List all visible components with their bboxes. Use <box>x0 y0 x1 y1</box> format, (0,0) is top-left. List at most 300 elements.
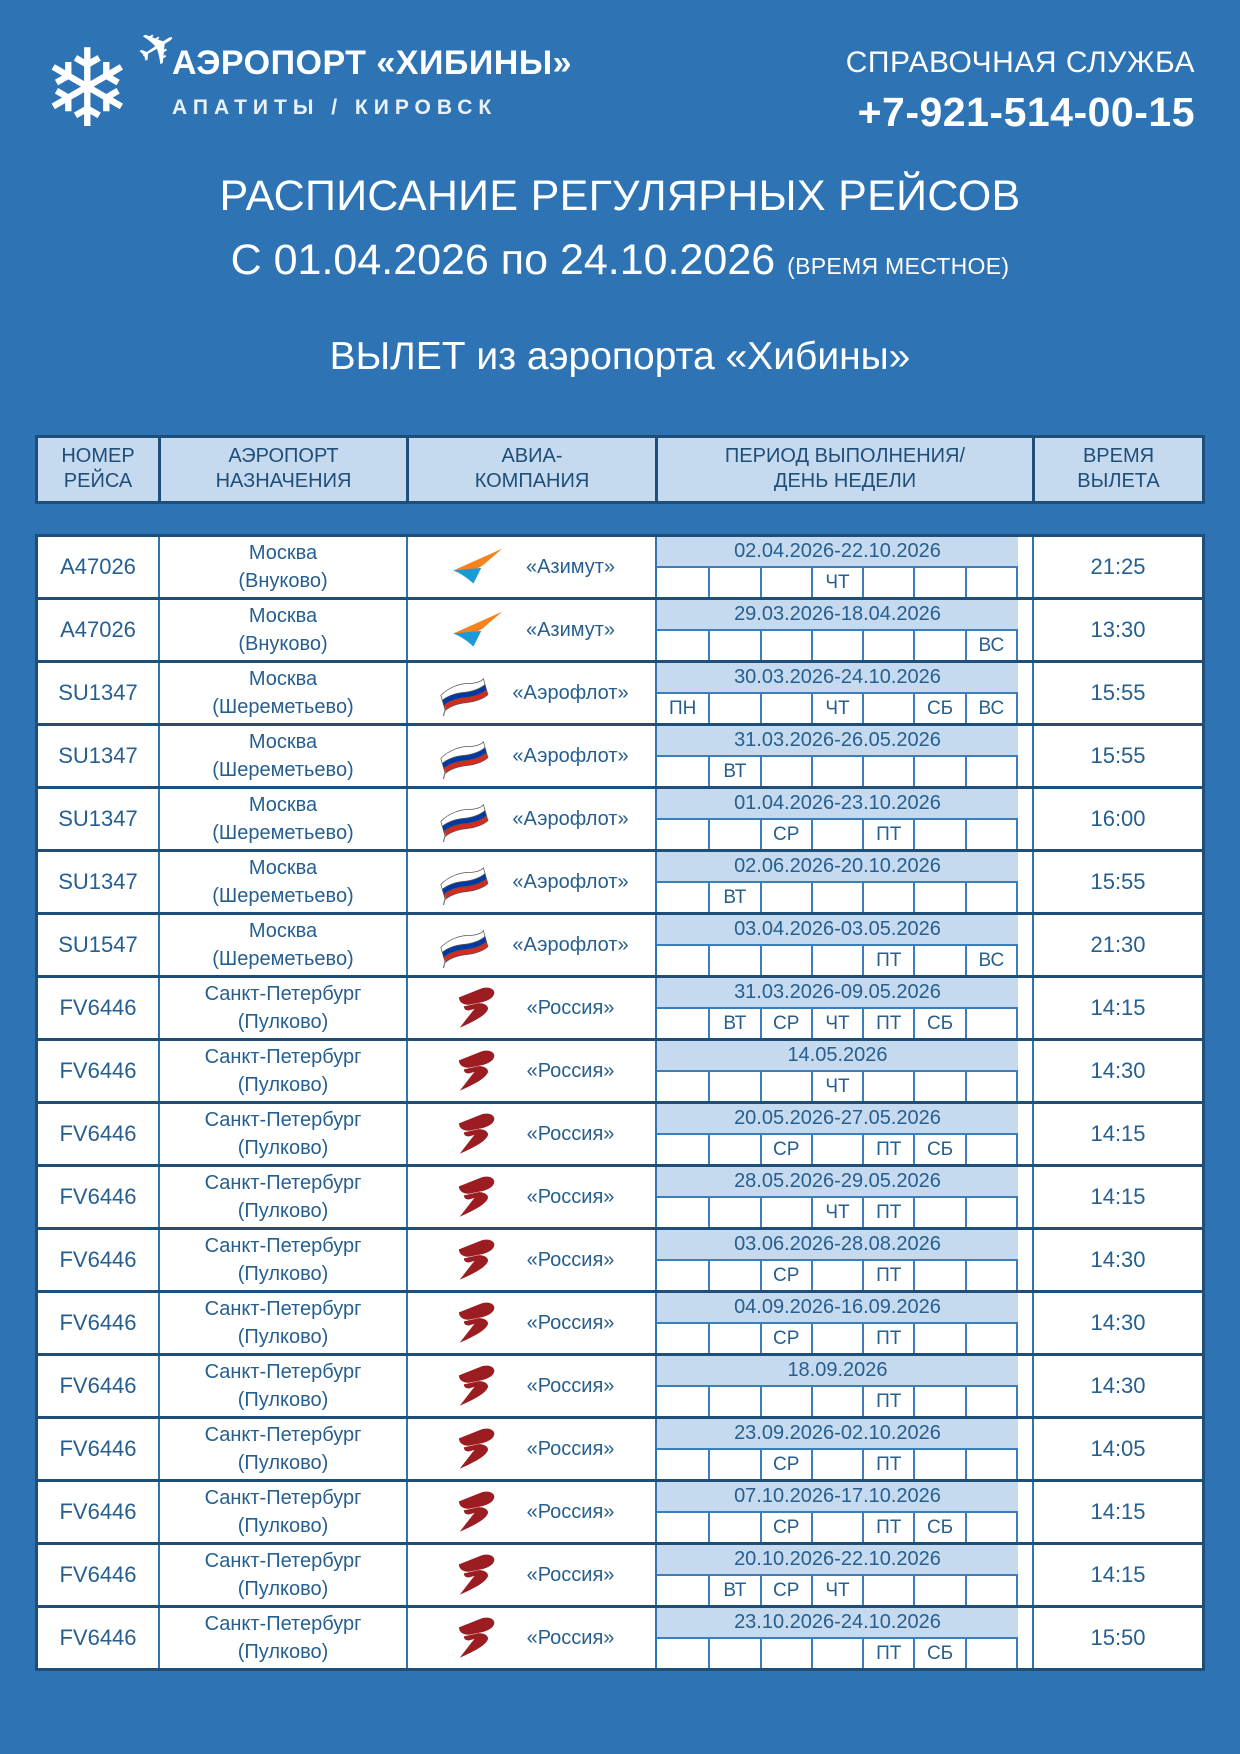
flight-row <box>38 1542 1202 1605</box>
destination-cell <box>158 1104 406 1164</box>
destination-city: Санкт-Петербург <box>204 1172 362 1194</box>
weekday-cell-СБ: СБ <box>913 1513 964 1542</box>
destination-cell <box>158 1482 406 1542</box>
weekday-cell-empty <box>913 883 964 912</box>
weekday-cell-empty <box>862 568 913 597</box>
weekday-cell-СБ: СБ <box>913 1135 964 1164</box>
weekday-cell-empty <box>760 631 811 660</box>
period-inner <box>657 978 1018 1038</box>
destination-city: Санкт-Петербург <box>204 1361 362 1383</box>
weekday-grid <box>657 1450 1018 1479</box>
destination-city: Москва <box>248 605 318 627</box>
destination-city: Санкт-Петербург <box>204 1487 362 1509</box>
period-cell <box>655 1545 1032 1605</box>
airline-name: «Аэрофлот» <box>512 870 629 893</box>
flight-number: FV6446 <box>59 1310 137 1335</box>
weekday-cell-ВТ: ВТ <box>708 883 759 912</box>
column-header-line: АЭРОПОРТ <box>228 445 339 467</box>
weekday-cell-empty <box>657 1009 708 1038</box>
period-dates: 18.09.2026 <box>657 1356 1018 1387</box>
weekday-grid <box>657 1639 1018 1668</box>
rossiya-logo-icon <box>449 1300 505 1346</box>
destination-cell <box>158 978 406 1038</box>
airline-cell <box>406 1608 655 1668</box>
aeroflot-logo-icon <box>434 859 490 905</box>
rossiya-logo-icon <box>449 1174 505 1220</box>
period-right-pad <box>1018 726 1032 786</box>
period-cell <box>655 978 1032 1038</box>
azimut-logo-icon <box>448 607 504 653</box>
table-header-gap <box>35 504 1205 534</box>
weekday-grid <box>657 1387 1018 1416</box>
period-right-pad <box>1018 852 1032 912</box>
brand-text <box>172 26 572 120</box>
period-right-pad <box>1018 915 1032 975</box>
weekday-cell-empty <box>708 1513 759 1542</box>
destination-city: Санкт-Петербург <box>204 1550 362 1572</box>
period-right-pad <box>1018 600 1032 660</box>
weekday-cell-empty <box>657 1576 708 1605</box>
destination-city: Москва <box>248 668 318 690</box>
weekday-cell-ВТ: ВТ <box>708 757 759 786</box>
destination-airport: (Внуково) <box>238 633 328 655</box>
weekday-cell-СР: СР <box>760 1135 811 1164</box>
rossiya-logo-icon <box>449 985 505 1031</box>
weekday-grid <box>657 757 1018 786</box>
weekday-cell-empty <box>708 1261 759 1290</box>
weekday-cell-empty <box>811 1324 862 1353</box>
weekday-cell-empty <box>862 694 913 723</box>
period-cell <box>655 852 1032 912</box>
airline-cell <box>406 1356 655 1416</box>
flight-row <box>38 975 1202 1038</box>
flight-row <box>38 1227 1202 1290</box>
airline-cell <box>406 1230 655 1290</box>
departure-time: 14:30 <box>1032 1230 1202 1290</box>
destination-airport: (Пулково) <box>237 1137 329 1159</box>
weekday-cell-ПТ: ПТ <box>862 1387 913 1416</box>
weekday-cell-empty <box>913 757 964 786</box>
departure-time: 21:25 <box>1032 537 1202 597</box>
weekday-cell-empty <box>965 1387 1016 1416</box>
period-dates: 29.03.2026-18.04.2026 <box>657 600 1018 631</box>
weekday-cell-empty <box>708 568 759 597</box>
flight-row <box>38 1164 1202 1227</box>
column-header-line: ПЕРИОД ВЫПОЛНЕНИЯ/ <box>724 445 966 467</box>
airline-cell <box>406 1419 655 1479</box>
weekday-cell-СБ: СБ <box>913 1639 964 1668</box>
weekday-cell-СР: СР <box>760 1513 811 1542</box>
weekday-cell-СР: СР <box>760 1324 811 1353</box>
destination-airport: (Пулково) <box>237 1389 329 1411</box>
weekday-cell-empty <box>965 757 1016 786</box>
destination-cell <box>158 1167 406 1227</box>
destination-city: Санкт-Петербург <box>204 983 362 1005</box>
period-inner <box>657 1230 1018 1290</box>
airline-cell <box>406 1104 655 1164</box>
weekday-cell-empty <box>862 1576 913 1605</box>
destination-city: Санкт-Петербург <box>204 1046 362 1068</box>
weekday-cell-empty <box>657 1387 708 1416</box>
weekday-cell-empty <box>913 1324 964 1353</box>
departures-section-title: ВЫЛЕТ из аэропорта «Хибины» <box>329 335 911 378</box>
period-right-pad <box>1018 537 1032 597</box>
destination-city: Москва <box>248 542 318 564</box>
weekday-cell-empty <box>811 820 862 849</box>
destination-cell <box>158 915 406 975</box>
airline-name: «Аэрофлот» <box>512 933 629 956</box>
weekday-grid <box>657 1576 1018 1605</box>
rossiya-logo-icon <box>449 1489 505 1535</box>
weekday-cell-empty <box>760 1198 811 1227</box>
period-cell <box>655 1230 1032 1290</box>
flight-number: SU1347 <box>58 743 138 768</box>
weekday-cell-empty <box>965 1009 1016 1038</box>
weekday-cell-СР: СР <box>760 1261 811 1290</box>
weekday-grid <box>657 1009 1018 1038</box>
period-inner <box>657 1041 1018 1101</box>
weekday-cell-empty <box>965 1072 1016 1101</box>
period-right-pad <box>1018 1104 1032 1164</box>
destination-airport: (Пулково) <box>237 1578 329 1600</box>
weekday-cell-ЧТ: ЧТ <box>811 568 862 597</box>
period-right-pad <box>1018 1608 1032 1668</box>
flight-number: SU1347 <box>58 680 138 705</box>
destination-cell <box>158 1608 406 1668</box>
weekday-cell-empty <box>657 946 708 975</box>
departure-time: 14:15 <box>1032 1545 1202 1605</box>
rossiya-logo-icon <box>449 1111 505 1157</box>
destination-airport: (Пулково) <box>237 1074 329 1096</box>
flight-row <box>38 597 1202 660</box>
destination-city: Санкт-Петербург <box>204 1613 362 1635</box>
flight-row <box>38 1416 1202 1479</box>
weekday-cell-empty <box>965 1450 1016 1479</box>
flight-number: FV6446 <box>59 1247 137 1272</box>
period-cell <box>655 1167 1032 1227</box>
rossiya-logo-icon <box>449 1426 505 1472</box>
period-inner <box>657 1419 1018 1479</box>
weekday-cell-СР: СР <box>760 1576 811 1605</box>
weekday-cell-empty <box>760 1072 811 1101</box>
period-inner <box>657 726 1018 786</box>
weekday-cell-empty <box>862 883 913 912</box>
weekday-cell-empty <box>657 568 708 597</box>
period-dates: 23.09.2026-02.10.2026 <box>657 1419 1018 1450</box>
weekday-cell-empty <box>657 883 708 912</box>
weekday-cell-empty <box>657 1513 708 1542</box>
column-header-line: АВИА- <box>501 445 563 467</box>
weekday-grid <box>657 631 1018 660</box>
flight-row <box>38 723 1202 786</box>
period-inner <box>657 915 1018 975</box>
airline-name: «Россия» <box>526 1248 615 1271</box>
rossiya-logo-icon <box>449 1363 505 1409</box>
weekday-cell-empty <box>913 568 964 597</box>
weekday-cell-empty <box>811 1450 862 1479</box>
weekday-cell-empty <box>657 1135 708 1164</box>
weekday-cell-empty <box>760 946 811 975</box>
weekday-cell-empty <box>811 1135 862 1164</box>
airline-name: «Азимут» <box>525 618 616 641</box>
airport-logo <box>42 13 573 152</box>
flight-number: FV6446 <box>59 995 137 1020</box>
weekday-cell-empty <box>708 1387 759 1416</box>
period-right-pad <box>1018 1041 1032 1101</box>
airline-cell <box>406 1167 655 1227</box>
flight-number: FV6446 <box>59 1184 137 1209</box>
weekday-cell-СР: СР <box>760 820 811 849</box>
period-inner <box>657 1104 1018 1164</box>
period-dates: 23.10.2026-24.10.2026 <box>657 1608 1018 1639</box>
weekday-cell-empty <box>657 1198 708 1227</box>
departure-time: 15:55 <box>1032 726 1202 786</box>
column-header-period <box>655 438 1032 501</box>
destination-airport: (Пулково) <box>237 1200 329 1222</box>
departure-time: 14:15 <box>1032 978 1202 1038</box>
period-dates: 20.05.2026-27.05.2026 <box>657 1104 1018 1135</box>
destination-cell <box>158 1419 406 1479</box>
weekday-cell-ЧТ: ЧТ <box>811 1009 862 1038</box>
weekday-grid <box>657 1072 1018 1101</box>
destination-airport: (Пулково) <box>237 1515 329 1537</box>
weekday-cell-empty <box>657 1324 708 1353</box>
weekday-cell-ВС: ВС <box>965 694 1016 723</box>
weekday-cell-empty <box>708 694 759 723</box>
weekday-cell-ЧТ: ЧТ <box>811 1072 862 1101</box>
airline-name: «Россия» <box>526 1311 615 1334</box>
destination-city: Москва <box>248 857 318 879</box>
period-dates: 31.03.2026-09.05.2026 <box>657 978 1018 1009</box>
weekday-grid <box>657 1261 1018 1290</box>
weekday-cell-empty <box>657 1450 708 1479</box>
weekday-cell-empty <box>760 883 811 912</box>
period-dates: 03.06.2026-28.08.2026 <box>657 1230 1018 1261</box>
weekday-cell-ПТ: ПТ <box>862 946 913 975</box>
weekday-cell-empty <box>965 1198 1016 1227</box>
destination-airport: (Шереметьево) <box>212 948 354 970</box>
weekday-cell-empty <box>862 631 913 660</box>
table-body <box>35 534 1205 1671</box>
departure-time: 14:15 <box>1032 1482 1202 1542</box>
weekday-cell-empty <box>760 757 811 786</box>
destination-cell <box>158 1545 406 1605</box>
airline-cell <box>406 1545 655 1605</box>
flight-row <box>38 1353 1202 1416</box>
airline-name: «Аэрофлот» <box>512 681 629 704</box>
schedule-table <box>35 435 1205 1671</box>
weekday-cell-empty <box>913 946 964 975</box>
period-dates: 14.05.2026 <box>657 1041 1018 1072</box>
rossiya-logo-icon <box>449 1048 505 1094</box>
flight-number: FV6446 <box>59 1436 137 1461</box>
departure-time: 21:30 <box>1032 915 1202 975</box>
airline-name: «Россия» <box>526 1185 615 1208</box>
weekday-cell-ПТ: ПТ <box>862 1261 913 1290</box>
weekday-cell-empty <box>913 1072 964 1101</box>
weekday-cell-empty <box>862 1072 913 1101</box>
departure-time: 15:50 <box>1032 1608 1202 1668</box>
weekday-grid <box>657 1135 1018 1164</box>
column-header-line: ДЕНЬ НЕДЕЛИ <box>773 470 917 492</box>
weekday-cell-empty <box>913 1450 964 1479</box>
weekday-cell-empty <box>657 820 708 849</box>
column-header-flight-number <box>38 438 158 501</box>
period-right-pad <box>1018 1293 1032 1353</box>
column-header-line: НАЗНАЧЕНИЯ <box>215 470 352 492</box>
period-cell <box>655 789 1032 849</box>
destination-cell <box>158 600 406 660</box>
weekday-cell-empty <box>657 1072 708 1101</box>
departure-time: 14:30 <box>1032 1041 1202 1101</box>
weekday-grid <box>657 1513 1018 1542</box>
schedule-title-line2 <box>0 236 1240 285</box>
airline-name: «Россия» <box>526 1122 615 1145</box>
airline-name: «Россия» <box>526 1374 615 1397</box>
destination-airport: (Пулково) <box>237 1263 329 1285</box>
info-service-phone: +7-921-514-00-15 <box>857 89 1195 135</box>
column-header-line: ВЫЛЕТА <box>1077 470 1160 492</box>
weekday-cell-empty <box>965 1324 1016 1353</box>
airline-cell <box>406 978 655 1038</box>
column-header-airline <box>406 438 655 501</box>
weekday-cell-ПТ: ПТ <box>862 1513 913 1542</box>
destination-airport: (Пулково) <box>237 1011 329 1033</box>
weekday-grid <box>657 820 1018 849</box>
period-cell <box>655 726 1032 786</box>
period-inner <box>657 1608 1018 1668</box>
weekday-cell-empty <box>708 946 759 975</box>
flight-row <box>38 786 1202 849</box>
period-inner <box>657 1545 1018 1605</box>
weekday-cell-empty <box>965 820 1016 849</box>
weekday-cell-empty <box>811 1639 862 1668</box>
airline-cell <box>406 726 655 786</box>
period-inner <box>657 537 1018 597</box>
airline-name: «Россия» <box>526 1626 615 1649</box>
flight-row <box>38 1038 1202 1101</box>
period-inner <box>657 1356 1018 1416</box>
azimut-logo-icon <box>448 544 504 590</box>
period-right-pad <box>1018 978 1032 1038</box>
weekday-cell-empty <box>965 1639 1016 1668</box>
weekday-cell-СБ: СБ <box>913 694 964 723</box>
weekday-cell-empty <box>811 1387 862 1416</box>
period-cell <box>655 1104 1032 1164</box>
weekday-cell-empty <box>811 1261 862 1290</box>
weekday-cell-empty <box>708 1324 759 1353</box>
airline-cell <box>406 1293 655 1353</box>
table-header-row <box>35 435 1205 504</box>
period-inner <box>657 852 1018 912</box>
airline-cell <box>406 1482 655 1542</box>
snowflake-icon: ❄ <box>42 27 133 152</box>
weekday-grid <box>657 946 1018 975</box>
weekday-cell-СР: СР <box>760 1450 811 1479</box>
period-right-pad <box>1018 663 1032 723</box>
flight-row <box>38 849 1202 912</box>
destination-airport: (Шереметьево) <box>212 885 354 907</box>
weekday-cell-empty <box>760 1387 811 1416</box>
period-dates: 28.05.2026-29.05.2026 <box>657 1167 1018 1198</box>
departure-time: 14:30 <box>1032 1293 1202 1353</box>
weekday-cell-empty <box>708 1135 759 1164</box>
period-cell <box>655 1041 1032 1101</box>
weekday-grid <box>657 883 1018 912</box>
destination-cell <box>158 852 406 912</box>
destination-city: Москва <box>248 731 318 753</box>
weekday-cell-empty <box>862 757 913 786</box>
rossiya-logo-icon <box>449 1552 505 1598</box>
weekday-cell-empty <box>760 1639 811 1668</box>
flight-number: SU1347 <box>58 806 138 831</box>
destination-cell <box>158 663 406 723</box>
weekday-cell-СБ: СБ <box>913 1009 964 1038</box>
flight-row <box>38 1605 1202 1668</box>
period-inner <box>657 1167 1018 1227</box>
weekday-cell-empty <box>708 820 759 849</box>
flight-number: FV6446 <box>59 1562 137 1587</box>
destination-airport: (Внуково) <box>238 570 328 592</box>
weekday-cell-ПТ: ПТ <box>862 1639 913 1668</box>
schedule-title-line1: РАСПИСАНИЕ РЕГУЛЯРНЫХ РЕЙСОВ <box>219 172 1021 220</box>
flight-row <box>38 912 1202 975</box>
weekday-cell-empty <box>708 1072 759 1101</box>
airline-name: «Россия» <box>526 1437 615 1460</box>
period-cell <box>655 537 1032 597</box>
departure-time: 14:15 <box>1032 1104 1202 1164</box>
weekday-cell-ЧТ: ЧТ <box>811 694 862 723</box>
flight-number: FV6446 <box>59 1373 137 1398</box>
departure-time: 13:30 <box>1032 600 1202 660</box>
airline-cell <box>406 852 655 912</box>
weekday-cell-empty <box>811 631 862 660</box>
destination-airport: (Шереметьево) <box>212 759 354 781</box>
flight-row <box>38 1101 1202 1164</box>
weekday-cell-empty <box>760 694 811 723</box>
weekday-cell-empty <box>965 1513 1016 1542</box>
departure-time: 14:05 <box>1032 1419 1202 1479</box>
period-inner <box>657 600 1018 660</box>
weekday-cell-ПТ: ПТ <box>862 1135 913 1164</box>
airline-cell <box>406 663 655 723</box>
airline-cell <box>406 1041 655 1101</box>
weekday-cell-empty <box>811 883 862 912</box>
period-right-pad <box>1018 789 1032 849</box>
period-cell <box>655 1356 1032 1416</box>
period-cell <box>655 1419 1032 1479</box>
departure-time: 14:15 <box>1032 1167 1202 1227</box>
period-cell <box>655 1608 1032 1668</box>
rossiya-logo-icon <box>449 1615 505 1661</box>
weekday-cell-empty <box>965 1135 1016 1164</box>
airline-name: «Россия» <box>526 1563 615 1586</box>
weekday-cell-empty <box>965 568 1016 597</box>
weekday-cell-empty <box>708 1450 759 1479</box>
period-inner <box>657 1482 1018 1542</box>
period-right-pad <box>1018 1482 1032 1542</box>
flight-number: FV6446 <box>59 1625 137 1650</box>
destination-cell <box>158 789 406 849</box>
flight-number: FV6446 <box>59 1058 137 1083</box>
departure-time: 15:55 <box>1032 852 1202 912</box>
period-dates: 31.03.2026-26.05.2026 <box>657 726 1018 757</box>
weekday-cell-empty <box>811 757 862 786</box>
aeroflot-logo-icon <box>434 796 490 842</box>
column-header-line: КОМПАНИЯ <box>474 470 590 492</box>
destination-city: Санкт-Петербург <box>204 1109 362 1131</box>
weekday-grid <box>657 568 1018 597</box>
